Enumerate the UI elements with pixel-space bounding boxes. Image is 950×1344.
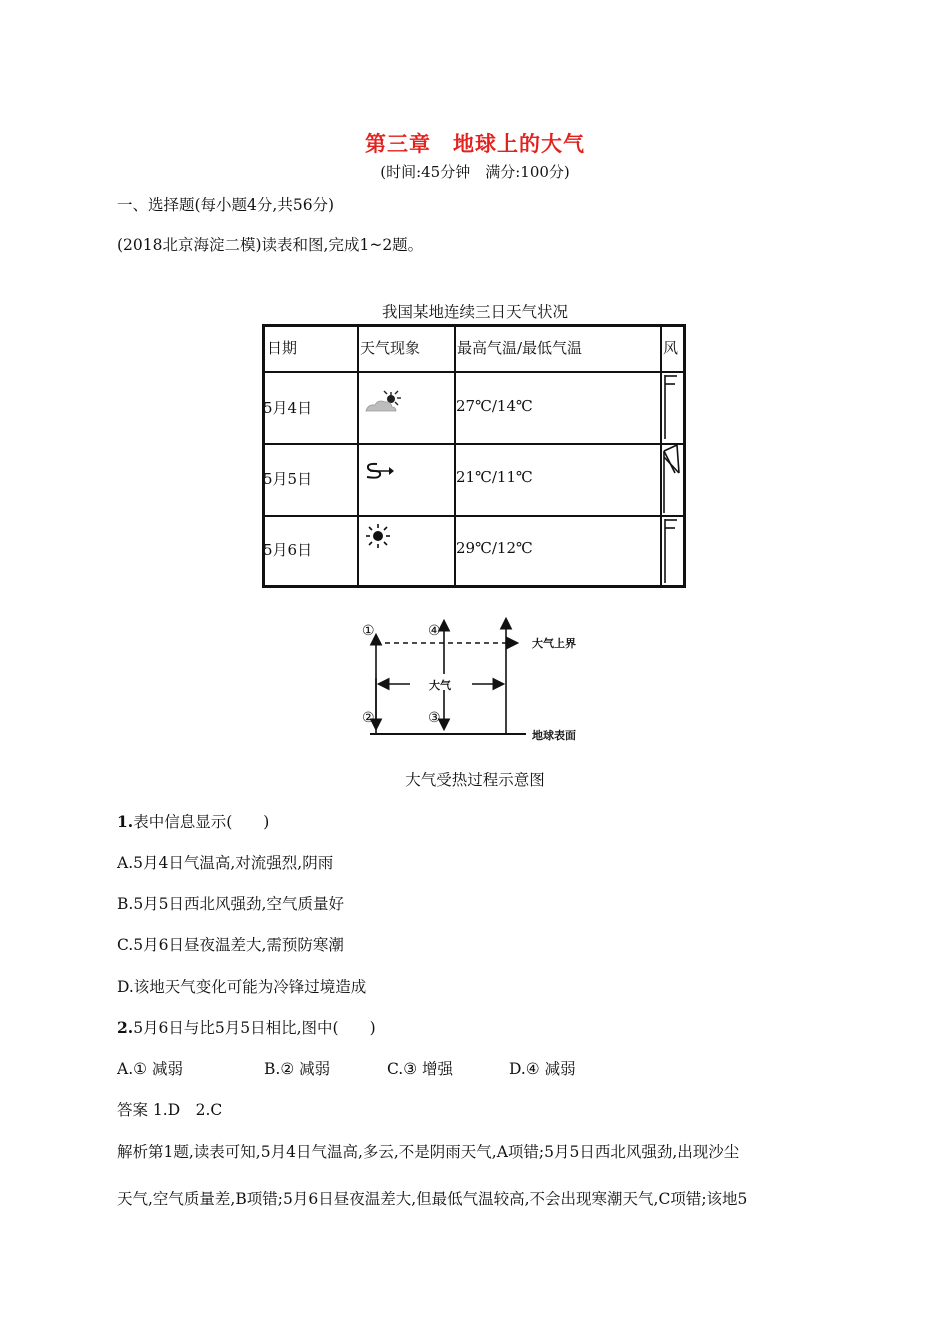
row3-temp: 29℃/12℃ <box>456 539 533 557</box>
wind-barb-strong-icon <box>661 443 683 517</box>
q2-option-d: D.④ 减弱 <box>509 1060 576 1078</box>
q1-option-b: B.5月5日西北风强劲,空气质量好 <box>117 895 344 913</box>
weather-table <box>262 324 686 588</box>
q2-option-c: C.③ 增强 <box>387 1060 454 1078</box>
analysis-line-1: 解析第1题,读表可知,5月4日气温高,多云,不是阴雨天气,A项错;5月5日西北风强劲,出现沙尘 <box>117 1143 740 1161</box>
label-n2: ② <box>362 710 375 726</box>
row1-temp: 27℃/14℃ <box>456 397 533 415</box>
question-2 <box>117 1016 376 1038</box>
intro-text: (2018北京海淀二模)读表和图,完成1~2题。 <box>117 236 424 254</box>
q2-option-b: B.② 减弱 <box>264 1060 331 1078</box>
label-n1: ① <box>362 623 375 639</box>
analysis-line-2: 天气,空气质量差,B项错;5月6日昼夜温差大,但最低气温较高,不会出现寒潮天气,C项错;该地5 <box>117 1190 748 1208</box>
label-n3: ③ <box>428 710 441 726</box>
wind-barb-icon <box>663 371 679 445</box>
q1-number: 1. <box>117 812 134 831</box>
atmosphere-heating-diagram <box>356 616 592 744</box>
q1-option-d: D.该地天气变化可能为冷锋过境造成 <box>117 978 367 996</box>
label-atmosphere: 大气 <box>429 679 451 692</box>
q1-stem: 表中信息显示( ) <box>133 813 270 831</box>
q1-option-c: C.5月6日昼夜温差大,需预防寒潮 <box>117 936 344 954</box>
label-ground: 地球表面 <box>532 729 576 742</box>
partly-cloudy-icon <box>363 389 405 421</box>
row2-date: 5月5日 <box>263 470 313 488</box>
q2-number: 2. <box>117 1018 134 1037</box>
diagram-caption: 大气受热过程示意图 <box>405 771 545 789</box>
header-date: 日期 <box>267 339 298 357</box>
section-heading: 一、选择题(每小题4分,共56分) <box>117 196 335 214</box>
question-1 <box>117 810 269 832</box>
sandstorm-icon <box>363 461 395 485</box>
header-wind: 风 <box>663 339 679 357</box>
row3-date: 5月6日 <box>263 541 313 559</box>
q2-option-a: A.① 减弱 <box>117 1060 183 1078</box>
label-n4: ④ <box>428 623 441 639</box>
q1-option-a: A.5月4日气温高,对流强烈,阴雨 <box>117 854 334 872</box>
wind-barb-icon <box>663 515 679 589</box>
row1-date: 5月4日 <box>263 399 313 417</box>
sunny-icon <box>365 523 391 553</box>
exam-info: (时间:45分钟 满分:100分) <box>380 163 570 181</box>
header-weather: 天气现象 <box>360 339 421 357</box>
header-temp: 最高气温/最低气温 <box>457 339 583 357</box>
label-upper-boundary: 大气上界 <box>532 637 576 650</box>
table-caption: 我国某地连续三日天气状况 <box>381 303 568 321</box>
row2-temp: 21℃/11℃ <box>456 468 533 486</box>
page-title: 第三章 地球上的大气 <box>365 132 585 156</box>
q2-stem: 5月6日与比5月5日相比,图中( ) <box>133 1019 376 1037</box>
answer-line: 答案 1.D 2.C <box>117 1101 223 1119</box>
